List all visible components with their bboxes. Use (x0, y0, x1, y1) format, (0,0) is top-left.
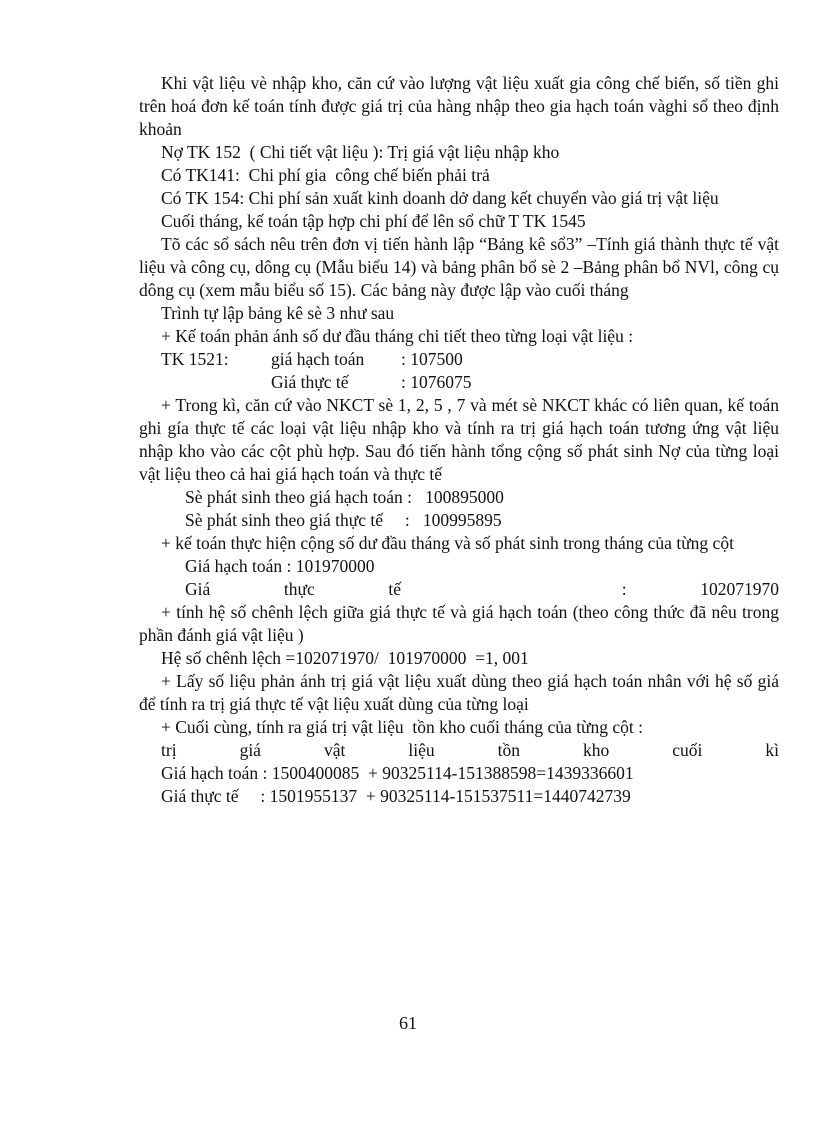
phat-sinh-thuc-te: Sè phát sinh theo giá thực tế : 100995895 (185, 510, 502, 530)
tk1521-hach-toan-label: giá hạch toán (271, 349, 365, 369)
entry-co-tk154: Có TK 154: Chi phí sản xuất kinh doanh dở dang kết chuyển vào giá trị vật liệu (161, 188, 719, 208)
paragraph-trong-ki: + Trong kì, căn cứ vào NKCT sè 1, 2, 5 , 7 và mét sè NKCT khác có liên quan, kế toán ghi gía thực tế các loại vật liệu nhập kho và tính ra trị giá hạch toán tương ứng vật liệu nhập kho vào các cột phù hợp. Sau đó tiến hành tổng cộng số phát sinh Nợ của từng loại vật liệu theo cả hai giá hạch toán và thực tế (139, 395, 779, 484)
entry-no-tk152: Nợ TK 152 ( Chi tiết vật liệu ): Trị giá vật liệu nhập kho (161, 142, 560, 162)
he-so-chenh-lech: Hệ số chênh lệch =102071970/ 101970000 =1, 001 (161, 648, 529, 668)
phat-sinh-hach-toan: Sè phát sinh theo giá hạch toán : 100895000 (185, 487, 504, 507)
tong-cot-hach-toan: Giá hạch toán : 101970000 (185, 556, 375, 576)
tk1521-thuc-te-value: : 1076075 (401, 372, 472, 392)
tk1521-row-hach-toan (139, 348, 779, 371)
tk1521-thuc-te-label: Giá thực tế (271, 372, 349, 392)
tong-cot-thuc-te: Giá thực tế : 102071970 (185, 579, 779, 599)
tk1521-row-thuc-te (139, 371, 779, 394)
tk1521-hach-toan-value: : 107500 (401, 349, 463, 369)
paragraph-to-cac-so: Tõ các sổ sách nêu trên đơn vị tiến hành lập “Bảng kê sổ3” –Tính giá thành thực tế vật liệu và công cụ, dông cụ (Mẫu biểu 14) và bảng phân bổ sè 2 –Bảng phân bổ NVl, công cụ dông cụ (xem mẫu biểu số 15). Các bảng này được lập vào cuối tháng (139, 234, 779, 300)
paragraph-phan-anh: + Kế toán phản ánh số dư đầu tháng chi tiết theo từng loại vật liệu : (161, 326, 634, 346)
page-number: 61 (399, 1013, 417, 1033)
entry-co-tk141: Có TK141: Chi phí gia công chế biến phải trả (161, 165, 490, 185)
tk1521-label: TK 1521: (161, 349, 229, 369)
paragraph-lay-so-lieu: + Lấy số liệu phản ánh trị giá vật liệu xuất dùng theo giá hạch toán nhân với hệ số giá để tính ra trị giá thực tế vật liệu xuất dùng của từng loại (139, 671, 779, 714)
final-gia-hach-toan: Giá hạch toán : 1500400085 + 90325114-151388598=1439336601 (161, 763, 634, 783)
paragraph-tinh-he-so: + tính hệ số chênh lệch giữa giá thực tế và giá hạch toán (theo công thức đã nêu trong phần đánh giá vật liệu ) (139, 602, 779, 645)
paragraph-ke-toan-thuc-hien: + kế toán thực hiện cộng số dư đầu tháng và số phát sinh trong tháng của từng cột (161, 533, 734, 553)
paragraph-intro: Khi vật liệu vè nhập kho, căn cứ vào lượng vật liệu xuất gia công chế biến, số tiền ghi trên hoá đơn kế toán tính được giá trị của hàng nhập theo gia hạch toán vàghi sổ theo định khoản (139, 73, 779, 139)
paragraph-cuoi-cung: + Cuối cùng, tính ra giá trị vật liệu tồn kho cuối tháng của từng cột : (161, 717, 644, 737)
paragraph-cuoi-thang: Cuối tháng, kế toán tập hợp chi phí để lên sổ chữ T TK 1545 (161, 211, 586, 231)
final-gia-thuc-te: Giá thực tế : 1501955137 + 90325114-151537511=1440742739 (161, 786, 631, 806)
document-body (139, 72, 779, 808)
paragraph-trinh-tu: Trình tự lập bảng kê sè 3 như sau (161, 303, 395, 323)
tri-gia-ton-kho-line: trị giá vật liệu tồn kho cuối kì (161, 740, 779, 760)
